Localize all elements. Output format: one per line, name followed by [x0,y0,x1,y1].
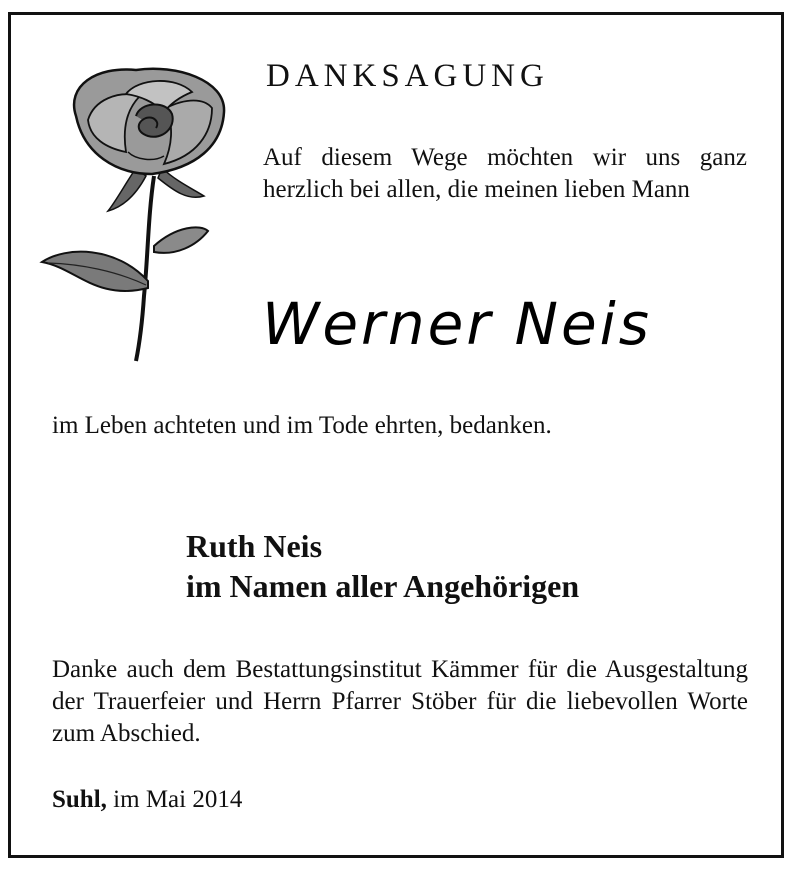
deceased-name: Werner Neis [262,290,653,358]
place: Suhl, [52,786,107,813]
notice-heading: DANKSAGUNG [266,58,549,94]
closing-text: im Leben achteten und im Tode ehrten, bedanken. [52,412,552,439]
signer-name: Ruth Neis [186,528,323,564]
place-date [52,786,242,814]
signer-subtitle: im Namen aller Angehörigen [186,568,580,604]
rose-icon [36,56,236,366]
thanks-text: Danke auch dem Bestattungsinstitut Kämmer für die Ausgestaltung der Trauerfeier und Herrn Pfarrer Stöber für die liebevollen Worte zum Abschied. [52,656,748,747]
signer-block [186,526,579,606]
intro-text: Auf diesem Wege möchten wir uns ganz herzlich bei allen, die meinen lieben Mann [263,144,747,203]
date: im Mai 2014 [113,786,243,813]
